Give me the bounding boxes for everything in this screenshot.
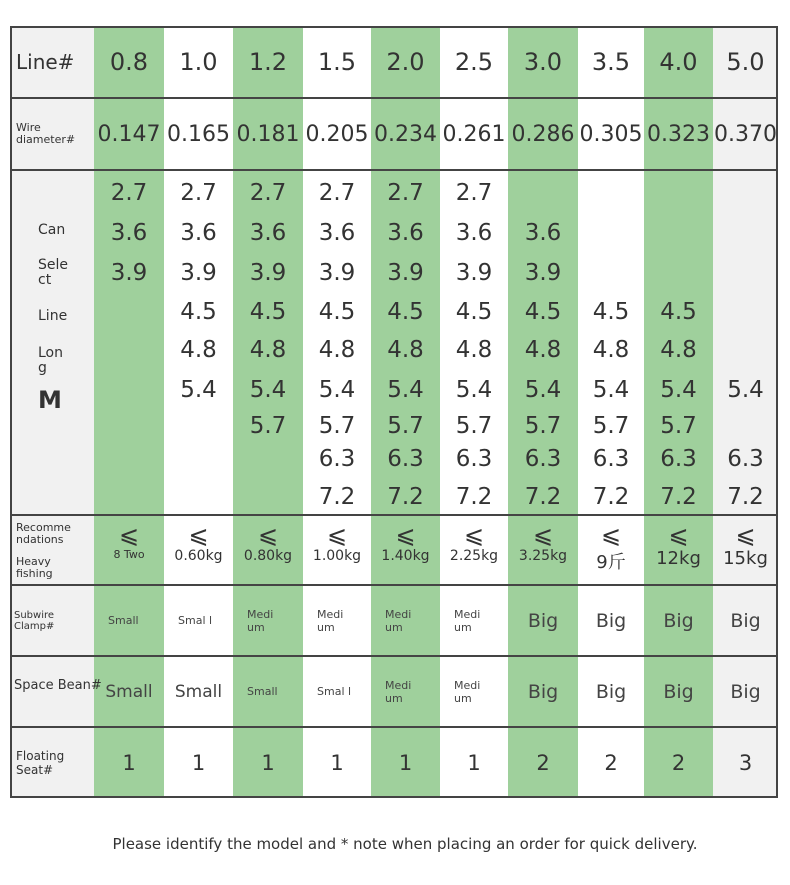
recommendation-value: 0.80kg xyxy=(243,548,293,564)
less-equal-symbol: ⩽ xyxy=(532,521,554,549)
length-value: 6.3 xyxy=(660,446,697,472)
subwire-clamp-cell: Medi um xyxy=(317,607,344,634)
space-bean-cell: Big xyxy=(527,680,559,703)
length-value: 5.7 xyxy=(249,413,287,439)
footer-note: Please identify the model and * note when placing an order for quick delivery. xyxy=(106,828,704,860)
subwire-clamp-cell: Big xyxy=(527,609,559,632)
subwire-clamp-cell: Big xyxy=(730,609,761,632)
recommendation-value: 8 Two xyxy=(113,548,145,561)
recommendation-cell xyxy=(165,522,233,564)
subwire-clamp-cell: Big xyxy=(663,609,694,632)
length-value: 4.8 xyxy=(524,337,562,363)
length-value: 5.4 xyxy=(660,377,697,403)
length-value: 3.6 xyxy=(455,220,493,246)
length-value: 7.2 xyxy=(660,484,697,510)
length-value: 4.5 xyxy=(455,299,493,325)
length-value: 6.3 xyxy=(318,446,356,472)
wire-diameter-cell: 0.181 xyxy=(236,121,300,147)
recommendation-label xyxy=(16,522,94,580)
less-equal-symbol: ⩽ xyxy=(463,521,485,549)
length-value: 5.4 xyxy=(455,377,493,403)
recommendation-cell xyxy=(577,522,645,574)
space-bean-label: Space Bean# xyxy=(14,678,102,693)
length-value: 3.6 xyxy=(318,220,356,246)
length-value: 5.4 xyxy=(387,377,424,403)
length-value: 4.8 xyxy=(318,337,356,363)
length-value: 3.6 xyxy=(180,220,217,246)
length-value: 3.9 xyxy=(387,260,424,286)
line-number-cell: 1.0 xyxy=(179,47,218,76)
floating-seat-cell: 1 xyxy=(261,751,275,775)
subwire-clamp-cell: Big xyxy=(595,609,627,632)
length-value: 4.5 xyxy=(249,299,287,325)
length-value: 6.3 xyxy=(387,446,424,472)
floating-seat-cell: 2 xyxy=(536,751,550,775)
length-value: 7.2 xyxy=(455,484,493,510)
line-number-cell: 0.8 xyxy=(109,47,149,76)
length-value: 5.4 xyxy=(592,377,630,403)
line-number-cell: 3.5 xyxy=(591,47,631,76)
length-label xyxy=(38,222,88,414)
recommendation-label-bottom: Heavy fishing xyxy=(16,555,53,580)
length-value: 4.5 xyxy=(524,299,562,325)
length-value: 5.4 xyxy=(524,377,562,403)
wire-diameter-cell: 0.205 xyxy=(305,121,369,147)
length-value: 4.5 xyxy=(660,299,697,325)
recommendation-cell xyxy=(372,522,440,564)
wire-diameter-cell: 0.234 xyxy=(374,121,437,147)
length-value: 4.8 xyxy=(387,337,424,363)
recommendation-cell xyxy=(440,522,508,564)
subwire-clamp-cell: Medi um xyxy=(385,607,412,634)
floating-seat-cell: 1 xyxy=(330,751,344,775)
space-bean-cell: Big xyxy=(663,680,694,703)
line-number-cell: 1.2 xyxy=(248,47,288,76)
length-value: 2.7 xyxy=(387,180,424,206)
floating-seat-cell: 1 xyxy=(191,751,206,775)
line-number-cell: 2.0 xyxy=(386,47,425,76)
recommendation-value: 3.25kg xyxy=(518,548,568,564)
length-value: 2.7 xyxy=(249,180,287,206)
recommendation-value: 1.40kg xyxy=(381,548,430,564)
length-value: 6.3 xyxy=(524,446,562,472)
recommendation-cell xyxy=(712,522,780,569)
recommendation-cell xyxy=(234,522,302,564)
space-bean-cell: Small xyxy=(174,681,223,702)
recommendation-cell xyxy=(303,522,371,564)
line-number-cell: 5.0 xyxy=(726,47,765,76)
subwire-clamp-cell: Medi um xyxy=(247,607,274,634)
floating-seat-cell: 1 xyxy=(122,751,136,775)
line-number-cell: 4.0 xyxy=(659,47,698,76)
floating-seat-cell: 2 xyxy=(671,751,686,775)
length-unit: M xyxy=(38,386,62,414)
length-value: 4.5 xyxy=(387,299,424,325)
space-bean-cell: Small xyxy=(247,685,278,698)
wire-diameter-cell: 0.261 xyxy=(442,121,506,147)
wire-diameter-cell: 0.165 xyxy=(167,121,230,147)
space-bean-cell: Smal l xyxy=(317,685,352,698)
length-value: 4.8 xyxy=(660,337,697,363)
less-equal-symbol: ⩽ xyxy=(735,521,756,549)
subwire-clamp-label: Subwire Clamp# xyxy=(14,609,55,632)
floating-seat-cell: 2 xyxy=(604,751,618,775)
length-value: 2.7 xyxy=(110,180,148,206)
length-value: 3.9 xyxy=(318,260,356,286)
subwire-clamp-cell: Medi um xyxy=(454,607,481,634)
less-equal-symbol: ⩽ xyxy=(395,521,416,549)
length-value: 2.7 xyxy=(180,180,217,206)
length-value: 5.7 xyxy=(318,413,356,439)
length-value: 7.2 xyxy=(727,484,764,510)
length-label-line: Lon g xyxy=(38,345,63,376)
wire-diameter-cell: 0.370 xyxy=(714,121,777,147)
length-value: 7.2 xyxy=(387,484,424,510)
subwire-clamp-cell: Smal l xyxy=(178,614,213,627)
length-value: 4.5 xyxy=(592,299,630,325)
space-bean-cell: Small xyxy=(105,681,153,702)
floating-seat-label: Floating Seat# xyxy=(16,749,65,777)
length-value: 3.9 xyxy=(110,260,148,286)
recommendation-label-top: Recomme ndations xyxy=(16,521,71,546)
length-value: 3.9 xyxy=(249,260,287,286)
less-equal-symbol: ⩽ xyxy=(668,521,689,549)
length-value: 7.2 xyxy=(592,484,630,510)
recommendation-cell xyxy=(645,522,713,569)
length-value: 3.9 xyxy=(524,260,562,286)
wire-diameter-cell: 0.323 xyxy=(647,121,710,147)
length-value: 5.7 xyxy=(455,413,493,439)
line-number-cell: 1.5 xyxy=(317,47,357,76)
less-equal-symbol: ⩽ xyxy=(257,521,279,549)
line-number-cell: 2.5 xyxy=(454,47,494,76)
length-value: 4.5 xyxy=(180,299,217,325)
length-value: 3.6 xyxy=(524,220,562,246)
length-value: 5.4 xyxy=(318,377,356,403)
length-label-line: Sele ct xyxy=(38,257,69,288)
length-value: 5.7 xyxy=(387,413,424,439)
recommendation-cell xyxy=(509,522,577,564)
wire-diameter-label: Wire diameter# xyxy=(16,121,76,146)
space-bean-cell: Medi um xyxy=(454,678,481,705)
recommendation-value: 12kg xyxy=(656,548,701,569)
length-value: 3.6 xyxy=(110,220,148,246)
line-number-label: Line# xyxy=(16,49,75,74)
recommendation-value: 15kg xyxy=(723,548,768,569)
length-value: 5.4 xyxy=(180,377,217,403)
length-value: 6.3 xyxy=(455,446,493,472)
recommendation-value: 1.00kg xyxy=(312,548,362,564)
length-value: 5.4 xyxy=(249,377,287,403)
wire-diameter-cell: 0.286 xyxy=(511,121,575,147)
length-value: 4.8 xyxy=(455,337,493,363)
length-value: 5.7 xyxy=(592,413,630,439)
recommendation-value: 2.25kg xyxy=(449,548,499,564)
length-value: 5.7 xyxy=(524,413,562,439)
length-value: 6.3 xyxy=(592,446,630,472)
recommendation-value: 0.60kg xyxy=(174,548,223,564)
length-value: 4.8 xyxy=(249,337,287,363)
recommendation-value: 9斤 xyxy=(596,552,626,573)
length-value: 3.6 xyxy=(249,220,287,246)
line-number-cell: 3.0 xyxy=(523,47,563,76)
floating-seat-cell: 1 xyxy=(467,751,481,775)
space-bean-cell: Medi um xyxy=(385,678,412,705)
less-equal-symbol: ⩽ xyxy=(188,521,209,549)
length-value: 3.6 xyxy=(387,220,424,246)
space-bean-cell: Big xyxy=(595,680,627,703)
subwire-clamp-cell: Small xyxy=(108,614,139,627)
less-equal-symbol: ⩽ xyxy=(326,521,348,549)
length-value: 3.9 xyxy=(180,260,217,286)
wire-diameter-cell: 0.305 xyxy=(579,121,643,147)
length-label-line: Can xyxy=(38,222,66,238)
length-value: 7.2 xyxy=(318,484,356,510)
length-value: 6.3 xyxy=(727,446,764,472)
floating-seat-cell: 3 xyxy=(738,751,753,775)
length-value: 5.4 xyxy=(727,377,764,403)
length-value: 5.7 xyxy=(660,413,697,439)
recommendation-cell xyxy=(95,522,163,561)
length-value: 2.7 xyxy=(455,180,493,206)
length-value: 3.9 xyxy=(455,260,493,286)
spec-table xyxy=(10,26,778,798)
length-value: 4.5 xyxy=(318,299,356,325)
space-bean-cell: Big xyxy=(730,680,761,703)
length-value: 4.8 xyxy=(180,337,217,363)
length-value: 4.8 xyxy=(592,337,630,363)
floating-seat-cell: 1 xyxy=(398,751,413,775)
length-value: 7.2 xyxy=(524,484,562,510)
less-equal-symbol: ⩽ xyxy=(118,521,140,549)
length-label-line: Line xyxy=(38,308,68,324)
wire-diameter-cell: 0.147 xyxy=(97,121,161,147)
less-equal-symbol: ⩽ xyxy=(600,521,622,549)
length-value: 2.7 xyxy=(318,180,356,206)
